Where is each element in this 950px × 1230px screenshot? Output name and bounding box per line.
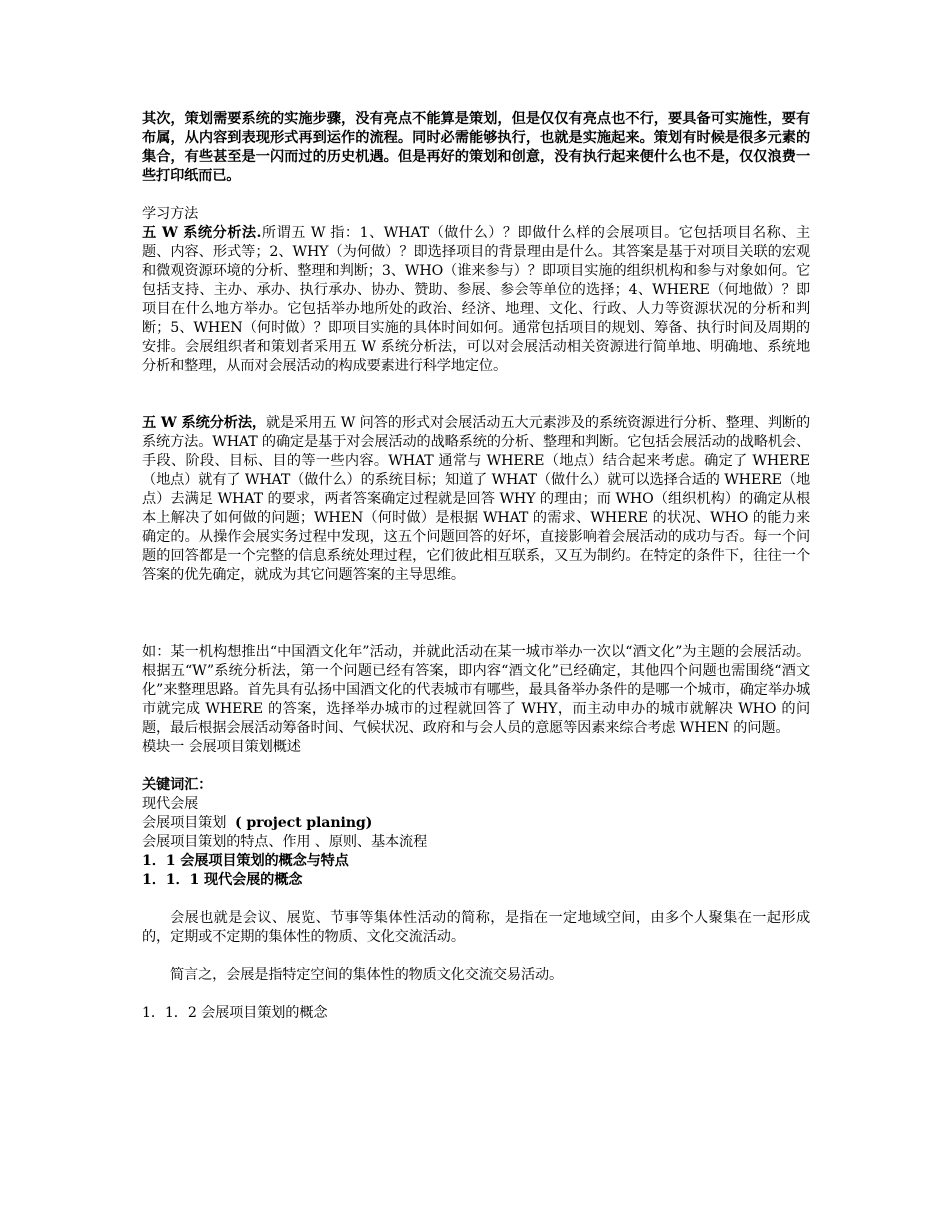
- paragraph-summary: 简言之，会展是指特定空间的集体性的物质文化交流交易活动。: [170, 967, 564, 983]
- heading-1-1: 1．1 会展项目策划的概念与特点: [142, 853, 349, 869]
- paragraph-5w-method: [142, 414, 810, 585]
- paragraph-5w-definition: [142, 224, 810, 376]
- keyword-project-planning: [142, 814, 810, 833]
- keyword-features: 会展项目策划的特点、作用 、原则、基本流程: [142, 834, 428, 850]
- paragraph-5w-body: 所谓五 W 指：1、WHAT（做什么）？即做什么样的会展项目。它包括项目名称、主题、内容、形式等；2、WHY（为何做）？即选择项目的背景理由是什么。其答案是基于对项目关联的宏观和微观资源环境的分析、整理和判断；3、WHO（谁来参与）？即项目实施的组织机构和参与对象如何。它包括支持、主办、承办、执行承办、协办、赞助、参展、参会等单位的选择；4、WHERE（何地做）？即项目在什么地方举办。它包括举办地所处的政治、经济、地理、文化、行政、人力等资源状况的分析和判断；5、WHEN（何时做）？即项目实施的具体时间如何。通常包括项目的规划、筹备、执行时间及周期的安排。会展组织者和策划者采用五 W 系统分析法，可以对会展活动相关资源进行简单地、明确地、系统地分析和整理，从而对会展活动的构成要素进行科学地定位。: [142, 225, 810, 374]
- keyword-project-planning-cn: 会展项目策划: [142, 815, 227, 831]
- keyword-project-planning-en: ( project planing): [234, 815, 373, 831]
- keyword-modern-exhibition: 现代会展: [142, 796, 199, 812]
- keywords-label: 关键词汇：: [142, 777, 213, 793]
- heading-1-1-2: 1．1．2 会展项目策划的概念: [142, 1005, 328, 1021]
- paragraph-5w-method-body: 就是采用五 W 问答的形式对会展活动五大元素涉及的系统资源进行分析、整理、判断的系统方法。WHAT 的确定是基于对会展活动的战略系统的分析、整理和判断。它包括会展活动的战略机会、手段、阶段、目标、目的等一些内容。WHAT 通常与 WHERE（地点）结合起来考虑。确定了 WHERE（地点）就有了 WHAT（做什么）的系统目标；知道了 WHAT（做什么）就可以选择合适的 WHERE（地点）去满足 WHAT 的要求，两者答案确定过程就是回答 WHY 的理由；而 WHO（组织机构）的确定从根本上解决了如何做的问题；WHEN（何时做）是根据 WHAT 的需求、WHERE 的状况、WHO 的能力来确定的。从操作会展实务过程中发现，这五个问题回答的好坏，直接影响着会展活动的成功与否。每一个问题的回答都是一个完整的信息系统处理过程，它们彼此相互联系，又互为制约。在特定的条件下，往往一个答案的优先确定，就成为其它问题答案的主导思维。: [142, 415, 811, 583]
- paragraph-5w-method-lead: 五 W 系统分析法，: [142, 415, 266, 431]
- paragraph-implementation: 其次，策划需要系统的实施步骤，没有亮点不能算是策划，但是仅仅有亮点也不行，要具备可实施性，要有布属，从内容到表现形式再到运作的流程。同时必需能够执行，也就是实施起来。策划有时候是很多元素的集合，有些甚至是一闪而过的历史机遇。但是再好的策划和创意，没有执行起来便什么也不是，仅仅浪费一些打印纸而已。: [142, 111, 810, 184]
- heading-1-1-1: 1．1．1 现代会展的概念: [142, 872, 303, 888]
- document-page: [142, 110, 810, 1023]
- paragraph-example: 如：某一机构想推出“中国酒文化年”活动，并就此活动在某一城市举办一次以“酒文化”为主题的会展活动。根据五“W”系统分析法，第一个问题已经有答案，即内容“酒文化”已经确定，其他四个问题也需围绕“酒文化”来整理思路。首先具有弘扬中国酒文化的代表城市有哪些，最具备举办条件的是哪一个城市，确定举办城市就完成 WHERE 的答案，选择举办城市的过程就回答了 WHY，而主动申办的城市就解决 WHO 的问题，最后根据会展活动筹备时间、气候状况、政府和与会人员的意愿等因素来综合考虑 WHEN 的问题。: [142, 644, 810, 736]
- paragraph-5w-lead: 五 W 系统分析法.: [142, 225, 262, 241]
- study-method-label: 学习方法: [142, 206, 199, 222]
- module-title: 模块一 会展项目策划概述: [142, 739, 301, 755]
- paragraph-exhibition-definition: 会展也就是会议、展览、节事等集体性活动的简称，是指在一定地域空间，由多个人聚集在一起形成的，定期或不定期的集体性的物质、文化交流活动。: [142, 910, 810, 945]
